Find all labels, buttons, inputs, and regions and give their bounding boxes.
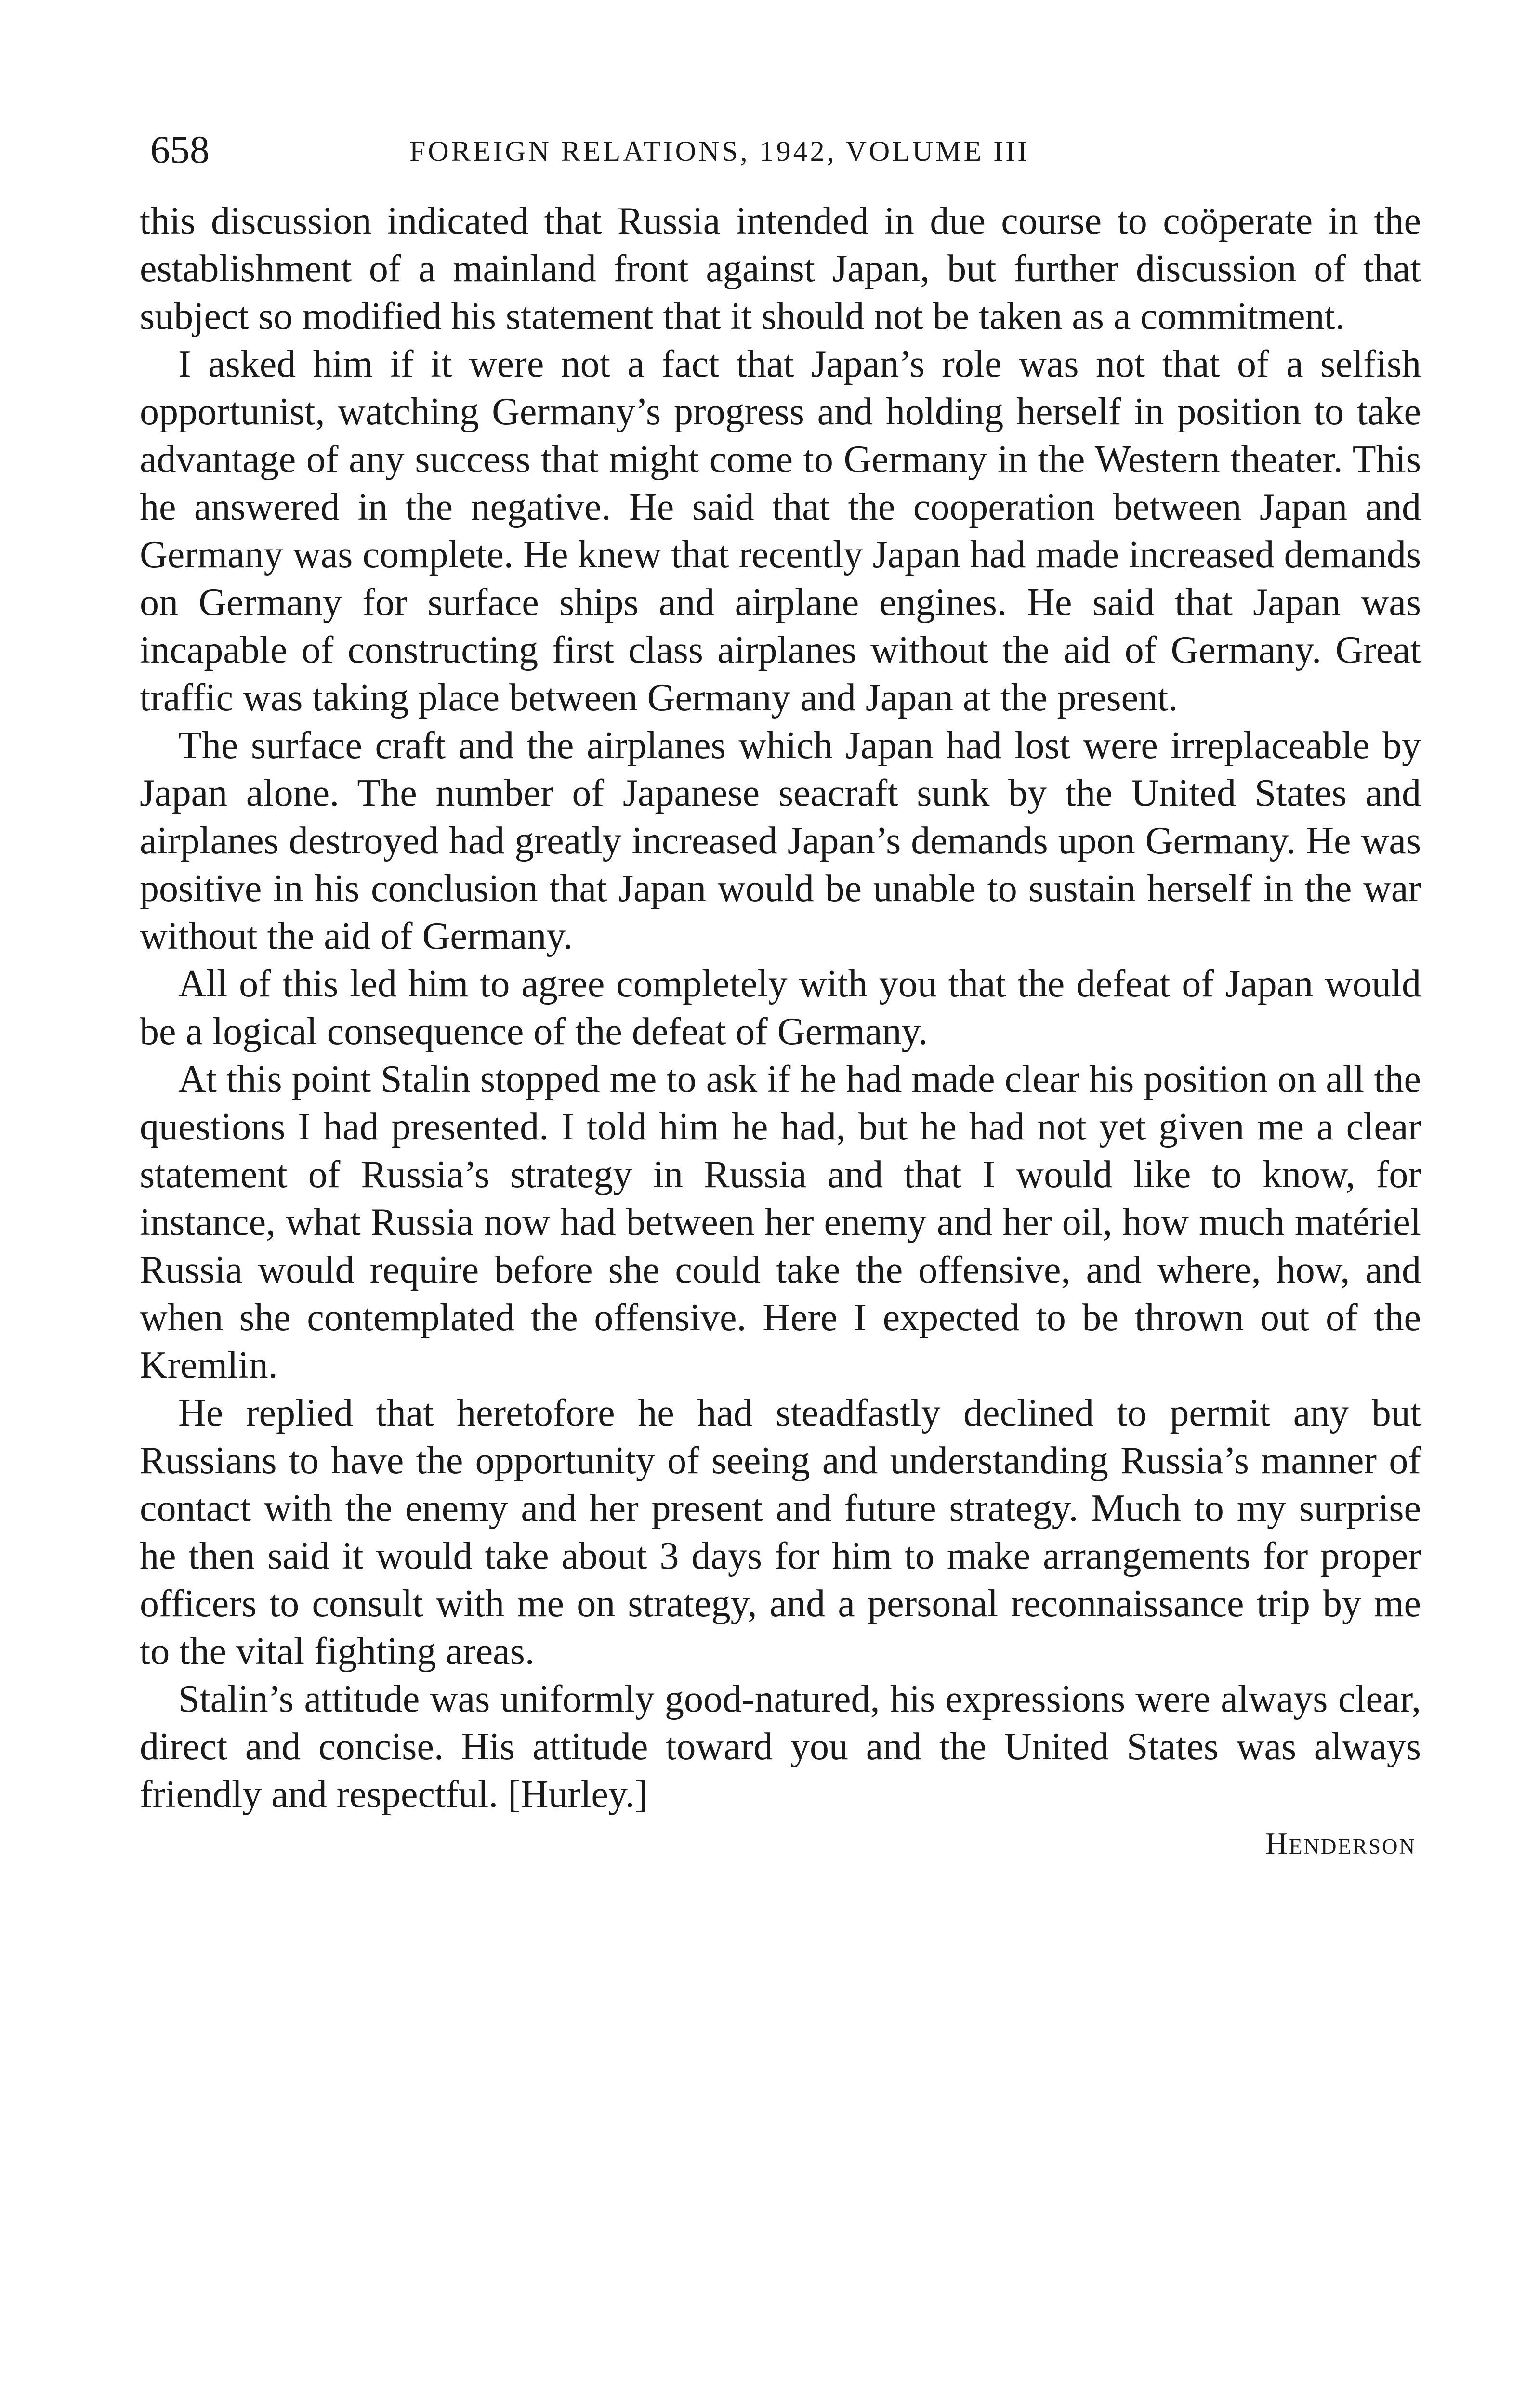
running-head bbox=[140, 130, 1421, 183]
body-text bbox=[140, 197, 1421, 1819]
paragraph-japan-role: I asked him if it were not a fact that Japan’s role was not that of a selfish opportunist, watching Germany’s progress and holding herself in position to take advantage of any success that might come to Germany in the Western theater. This he answered in the negative. He said that the cooperation between Japan and Germany was complete. He knew that recently Japan had made increased demands on Germany for surface ships and airplane engines. He said that Japan was incapable of constructing first class airplanes without the aid of Germany. Great traffic was taking place between Germany and Japan at the present. bbox=[140, 343, 1421, 719]
paragraph-surface-craft: The surface craft and the airplanes which Japan had lost were irreplaceable by Japan alone. The number of Japanese seacraft sunk by the United States and airplanes destroyed had greatly increased Japan’s demands upon Germany. He was positive in his conclusion that Japan would be unable to sustain herself in the war without the aid of Germany. bbox=[140, 724, 1421, 957]
paragraph-russia-strategy: At this point Stalin stopped me to ask if he had made clear his position on all the questions I had presented. I told him he had, but he had not yet given me a clear statement of Russia’s strategy in Russia and that I would like to know, for instance, what Russia now had between her enemy and her oil, how much matériel Russia would require before she could take the offensive, and where, how, and when she contemplated the offensive. Here I expected to be thrown out of the Kremlin. bbox=[140, 1058, 1421, 1387]
document-page bbox=[140, 130, 1421, 1859]
paragraph-stalin-reply: He replied that heretofore he had steadfastly declined to permit any but Russians to have the opportunity of seeing and understanding Russia’s manner of contact with the enemy and her present and future strategy. Much to my surprise he then said it would take about 3 days for him to make arrangements for proper officers to consult with me on strategy, and a personal reconnaissance trip by me to the vital fighting areas. bbox=[140, 1392, 1421, 1673]
paragraph-defeat-of-japan: All of this led him to agree completely with you that the defeat of Japan would be a logical consequence of the defeat of Germany. bbox=[140, 963, 1421, 1053]
running-head-title: FOREIGN RELATIONS, 1942, VOLUME III bbox=[409, 135, 1030, 167]
paragraph-continuation: this discussion indicated that Russia intended in due course to coöperate in the establishment of a mainland front against Japan, but further discussion of that subject so modified his statement that it should not be taken as a commitment. bbox=[140, 200, 1421, 338]
page-number: 658 bbox=[150, 128, 210, 171]
paragraph-stalin-attitude: Stalin’s attitude was uniformly good-natured, his expressions were always clear, direct and concise. His attitude toward you and the United States was always friendly and respectful. [Hurley.] bbox=[140, 1678, 1421, 1816]
signature: Henderson bbox=[1265, 1826, 1416, 1860]
